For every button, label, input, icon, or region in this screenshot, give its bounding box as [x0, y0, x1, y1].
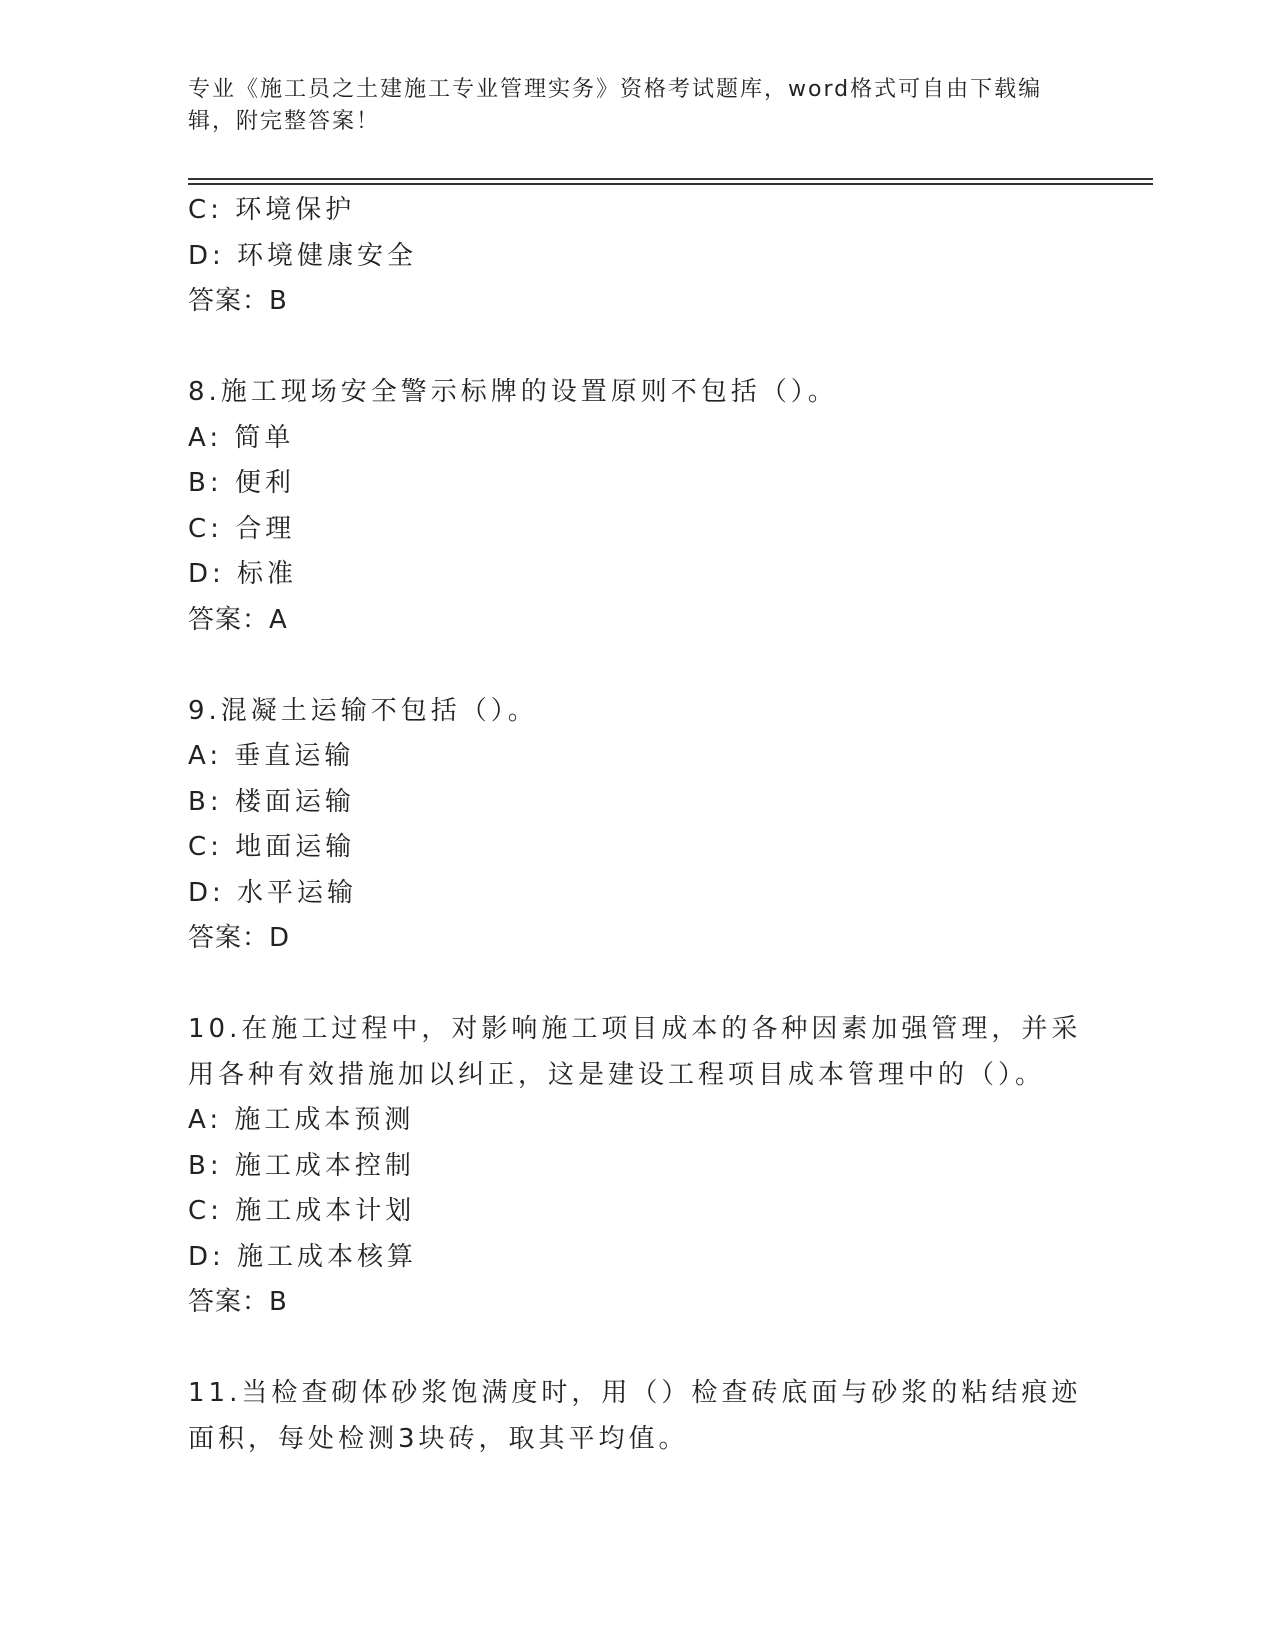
question-stem: 11.当检查砌体砂浆饱满度时，用（）检查砖底面与砂浆的粘结痕迹面积，每处检测3块砖，取其平均值。 — [188, 1378, 1082, 1454]
option-b: B: 便利 — [188, 468, 295, 498]
question-list — [188, 188, 1088, 1462]
option-a: A: 简单 — [188, 422, 295, 453]
option-c: C: 地面运输 — [188, 832, 356, 862]
option-b: B: 施工成本控制 — [188, 1150, 415, 1181]
document-header: 专业《施工员之土建施工专业管理实务》资格考试题库，word格式可自由下载编辑，附完整答案！ — [188, 77, 1043, 134]
option-d: D: 施工成本核算 — [188, 1241, 418, 1272]
answer-line: 答案：B — [188, 286, 288, 316]
option-d: D: 环境健康安全 — [188, 240, 418, 271]
option-a: A: 施工成本预测 — [188, 1105, 415, 1135]
option-c: C: 合理 — [188, 513, 296, 544]
option-c: C: 环境保护 — [188, 195, 356, 225]
option-a: A: 垂直运输 — [188, 741, 355, 771]
option-d: D: 标准 — [188, 559, 298, 589]
option-b: B: 楼面运输 — [188, 786, 355, 817]
header-divider-top — [188, 178, 1153, 180]
header-divider-bottom — [188, 183, 1153, 185]
answer-line: 答案：A — [188, 604, 288, 635]
question-stem: 9.混凝土运输不包括（）。 — [188, 695, 538, 726]
option-c: C: 施工成本计划 — [188, 1196, 416, 1226]
question-stem: 10.在施工过程中，对影响施工项目成本的各种因素加强管理，并采用各种有效措施加以纠正，这是建设工程项目成本管理中的（）。 — [188, 1014, 1082, 1090]
option-d: D: 水平运输 — [188, 877, 358, 908]
question-stem: 8.施工现场安全警示标牌的设置原则不包括（）。 — [188, 377, 838, 407]
answer-line: 答案：D — [188, 923, 291, 953]
answer-line: 答案：B — [188, 1287, 288, 1317]
